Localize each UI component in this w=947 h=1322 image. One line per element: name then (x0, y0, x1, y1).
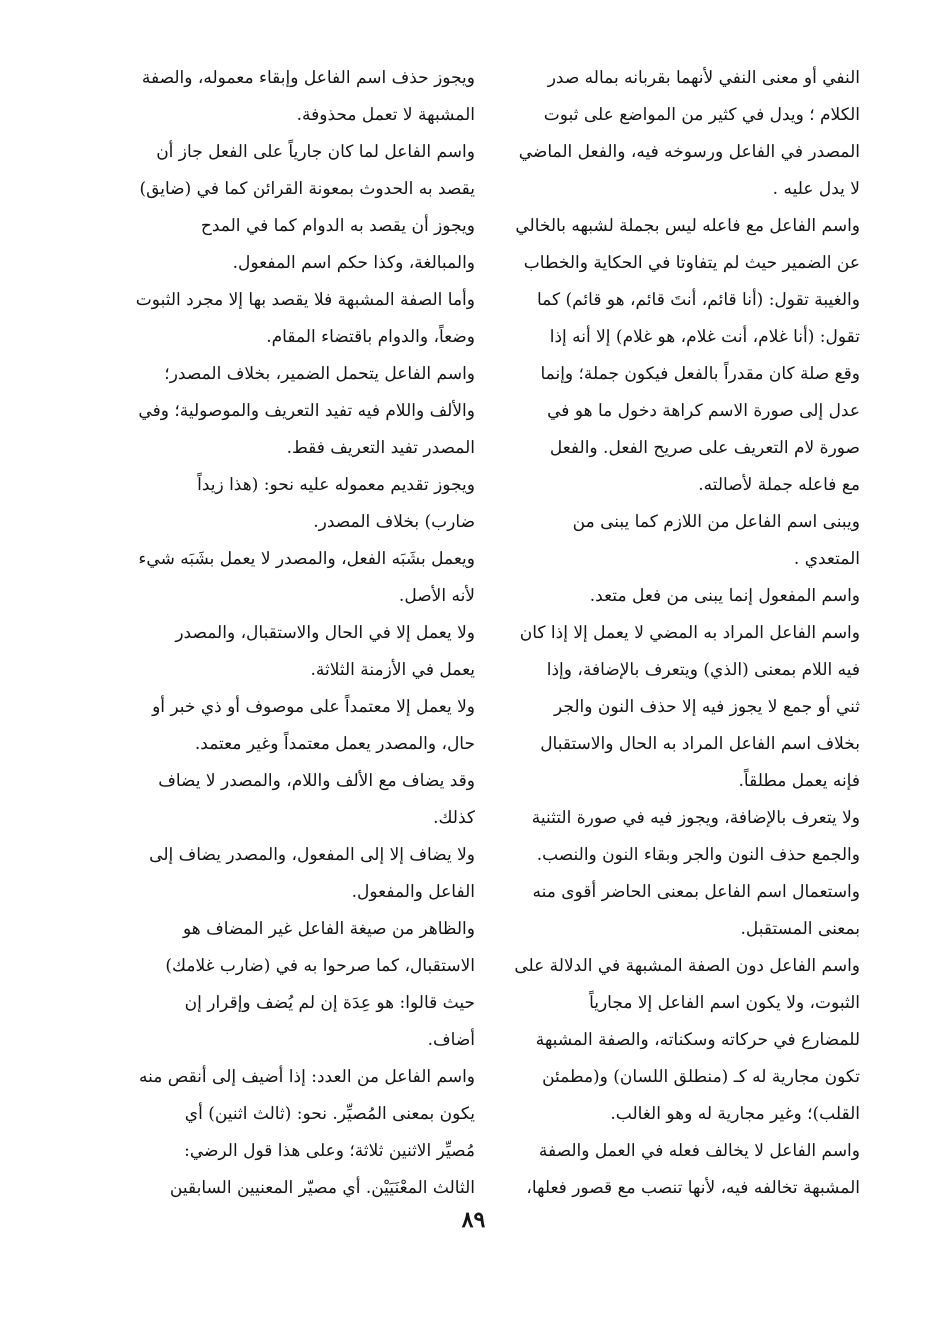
text-line: ويجوز أن يقصد به الدوام كما في المدح (200, 216, 475, 236)
text-line: الاستقبال، كما صرحوا به في (ضارب غلامك) (165, 956, 475, 976)
text-line: واسم المفعول إنما يبنى من فعل متعد. (589, 586, 860, 606)
text-line: والظاهر من صيغة الفاعل غير المضاف هو (182, 919, 475, 939)
text-line: والمبالغة، وكذا حكم اسم المفعول. (232, 253, 475, 273)
text-line: المصدر في الفاعل ورسوخه فيه، والفعل الماضي (518, 142, 860, 162)
text-line: والألف واللام فيه تفيد التعريف والموصولية؛ وفي (138, 401, 475, 421)
text-line: النفي أو معنى النفي لأنهما بقربانه بماله صدر (547, 68, 860, 88)
text-line: فإنه يعمل مطلقاً. (738, 771, 860, 791)
text-line: وقد يضاف مع الألف واللام، والمصدر لا يضاف (158, 771, 475, 791)
text-line: مع فاعله جملة لأصالته. (698, 475, 860, 495)
text-line: فيه اللام بمعنى (الذي) ويتعرف بالإضافة، وإذا (546, 660, 860, 680)
text-line: صورة لام التعريف على صريح الفعل. والفعل (549, 438, 860, 458)
right-text-column (490, 60, 860, 1207)
text-line: لا يدل عليه . (772, 179, 860, 199)
text-line: الكلام ؛ ويدل في كثير من المواضع على ثبوت (543, 105, 860, 125)
text-line: واستعمال اسم الفاعل بمعنى الحاضر أقوى منه (532, 882, 860, 902)
text-line: حيث قالوا: هو عِدَة إن لم يُضف وإقرار إن (184, 993, 475, 1013)
text-line: يقصد به الحدوث بمعونة القرائن كما في (ضايق) (139, 179, 475, 199)
text-line: ولا يعمل إلا معتمداً على موصوف أو ذي خبر أو (152, 697, 475, 717)
text-line: ولا يتعرف بالإضافة، ويجوز فيه في صورة التثنية (531, 808, 860, 828)
text-line: المشبهة لا تعمل محذوفة. (296, 105, 475, 125)
text-line: واسم الفاعل لما كان جارياً على الفعل جاز أن (156, 142, 475, 162)
text-line: الثالث المعْنَيَيْن. أي مصيّر المعنيين السابقين (169, 1178, 475, 1198)
text-line: تقول: (أنا غلام، أنت غلام، هو غلام) إلا أنه إذا (549, 327, 860, 347)
text-line: والجمع حذف النون والجر وبقاء النون والنصب. (536, 845, 860, 865)
text-line: أضاف. (427, 1030, 475, 1050)
text-line: واسم الفاعل لا يخالف فعله في العمل والصفة (538, 1141, 860, 1161)
text-line: حال، والمصدر يعمل معتمداً وغير معتمد. (194, 734, 475, 754)
text-line: المشبهة تخالفه فيه، لأنها تنصب مع قصور فعلها، (526, 1178, 860, 1198)
text-line: والغيبة تقول: (أنا قائم، أنتَ قائم، هو قائم) كما (536, 290, 860, 310)
text-line: المصدر تفيد التعريف فقط. (286, 438, 475, 458)
text-line: المتعدي . (793, 549, 860, 569)
text-line: يعمل في الأزمنة الثلاثة. (310, 660, 475, 680)
text-line: ويعمل بشَبَه الفعل، والمصدر لا يعمل بشَبَه شيء (138, 549, 475, 569)
text-line: ولا يضاف إلا إلى المفعول، والمصدر يضاف إلى (149, 845, 475, 865)
text-line: الثبوت، ولا يكون اسم الفاعل إلا مجارياً (589, 993, 860, 1013)
text-line: عن الضمير حيث لم يتفاوتا في الحكاية والخطاب (523, 253, 860, 273)
text-line: واسم الفاعل يتحمل الضمير، بخلاف المصدر؛ (164, 364, 475, 384)
text-line: مُصيِّر الاثنين ثلاثة؛ وعلى هذا قول الرضي: (184, 1141, 475, 1161)
text-line: وضعاً، والدوام باقتضاء المقام. (266, 327, 475, 347)
text-line: واسم الفاعل المراد به المضي لا يعمل إلا إذا كان (519, 623, 860, 643)
page-number: ٨٩ (461, 1207, 486, 1233)
text-line: ويبنى اسم الفاعل من اللازم كما يبنى من (572, 512, 860, 532)
text-line: ويجوز حذف اسم الفاعل وإبقاء معموله، والصفة (141, 68, 475, 88)
text-line: القلب)؛ وغير مجارية له وهو الغالب. (610, 1104, 860, 1124)
text-line: لأنه الأصل. (398, 586, 475, 606)
text-line: واسم الفاعل من العدد: إذا أضيف إلى أنقص منه (139, 1067, 475, 1087)
text-line: يكون بمعنى المُصيِّر. نحو: (ثالث اثنين) أي (184, 1104, 475, 1124)
text-line: عدل إلى صورة الاسم كراهة دخول ما هو في (547, 401, 860, 421)
text-line: بمعنى المستقبل. (740, 919, 860, 939)
text-line: واسم الفاعل دون الصفة المشبهة في الدلالة على (514, 956, 860, 976)
text-line: واسم الفاعل مع فاعله ليس بجملة لشبهه بالخالي (515, 216, 860, 236)
text-line: وقع صلة كان مقدراً بالفعل فيكون جملة؛ وإنما (540, 364, 860, 384)
text-line: الفاعل والمفعول. (351, 882, 475, 902)
text-line: كذلك. (433, 808, 475, 828)
text-line: وأما الصفة المشبهة فلا يقصد بها إلا مجرد الثبوت (135, 290, 475, 310)
text-line: ضارب) بخلاف المصدر. (313, 512, 475, 532)
text-line: بخلاف اسم الفاعل المراد به الحال والاستقبال (540, 734, 860, 754)
left-text-column (105, 60, 475, 1207)
text-line: تكون مجارية له كـ (منطلق اللسان) و(مطمئن (542, 1067, 860, 1087)
text-line: ثني أو جمع لا يجوز فيه إلا حذف النون والجر (554, 697, 860, 717)
text-line: ولا يعمل إلا في الحال والاستقبال، والمصدر (175, 623, 475, 643)
text-line: للمضارع في حركاته وسكناته، والصفة المشبهة (535, 1030, 860, 1050)
text-line: ويجوز تقديم معموله عليه نحو: (هذا زيداً (197, 475, 475, 495)
